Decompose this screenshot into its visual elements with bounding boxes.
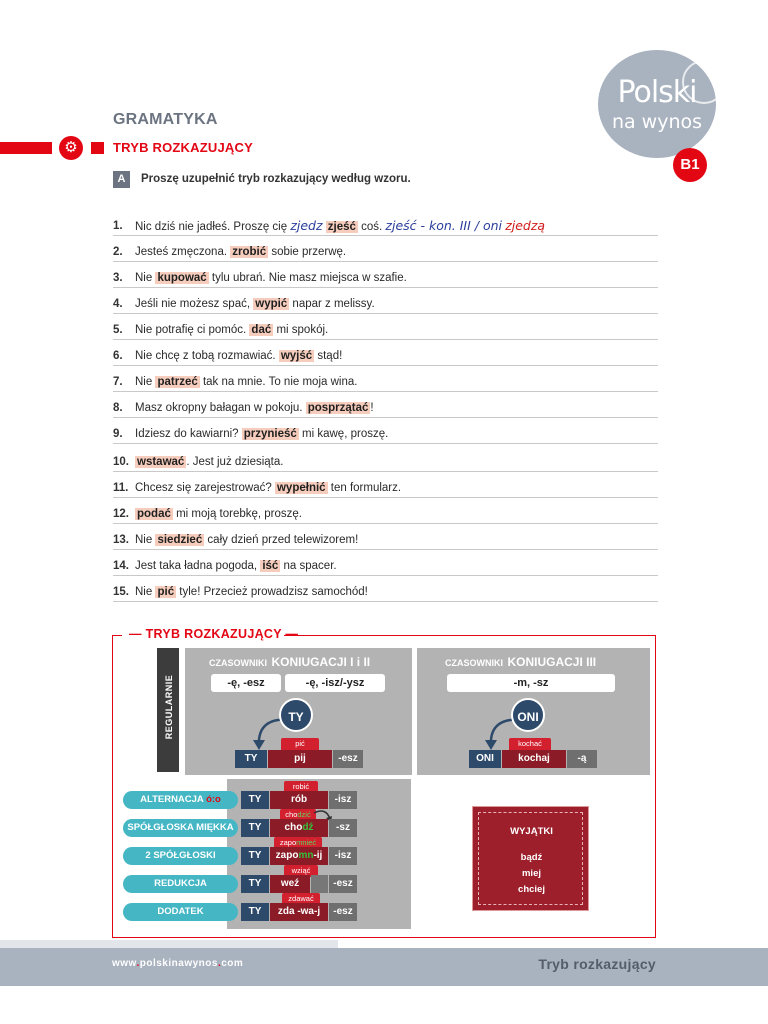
exercise-line — [113, 270, 658, 288]
exercise-line — [113, 374, 658, 392]
exception-item: miej — [521, 868, 541, 879]
exercise-text: tyle! Przecież prowadzisz samochód! — [179, 586, 368, 598]
exercise-number: 11. — [113, 482, 129, 494]
handwritten-answer[interactable]: zjedz — [290, 218, 323, 233]
stem-chip: zapomn-ij — [270, 847, 328, 865]
exercise-text: Chcesz się zarejestrować? — [135, 482, 272, 494]
panel-heading: KONIUGACJI I i II — [271, 655, 371, 669]
ending-chip: -ą — [567, 750, 597, 768]
exercise-text: Nie chcę z tobą rozmawiać. — [135, 350, 276, 362]
rule-label: REDUKCJA — [123, 875, 238, 893]
exercise-number: 10. — [113, 456, 129, 468]
exercise-text: Nie — [135, 376, 153, 388]
infinitive-verb: kupować — [157, 272, 207, 284]
exercise-number: 12. — [113, 508, 129, 520]
logo-subtitle: na wynos — [611, 111, 703, 133]
footer-title: Tryb rozkazujący — [538, 956, 656, 972]
red-accent-bar — [0, 142, 52, 154]
exercise-number: 2. — [113, 246, 123, 258]
infinitive-verb: zrobić — [232, 246, 267, 258]
exercise-number: 4. — [113, 298, 123, 310]
exercise-line — [113, 506, 658, 524]
exercise-line — [113, 322, 658, 340]
exercise-line — [113, 296, 658, 314]
stem-chip: chodź — [270, 819, 328, 837]
exercise-number: 7. — [113, 376, 123, 388]
exercise-text: mi moją torebkę, proszę. — [176, 508, 302, 520]
exercise-line — [113, 558, 658, 576]
exercise-line — [113, 454, 658, 472]
infinitive-verb: zjeść — [327, 221, 356, 233]
section-title: TRYB ROZKAZUJĄCY — [113, 140, 253, 155]
task-instruction: Proszę uzupełnić tryb rozkazujący według wzoru. — [141, 173, 411, 185]
category-heading: GRAMATYKA — [113, 111, 218, 128]
ending-chip: -esz — [329, 875, 357, 893]
exercise-line — [113, 400, 658, 418]
exercise-line — [113, 584, 658, 602]
infinitive-verb: pić — [157, 586, 175, 598]
ending-chip: -isz — [329, 847, 357, 865]
infinitive-verb: iść — [262, 560, 279, 572]
exercise-line — [113, 244, 658, 262]
person-chip: TY — [235, 750, 267, 768]
exceptions-title: WYJĄTKI — [510, 826, 553, 837]
infinitive-verb: wstawać — [137, 456, 185, 468]
exercise-text: ten formularz. — [330, 482, 402, 494]
panel-heading: KONIUGACJI III — [507, 655, 597, 669]
ending-chip: -esz — [333, 750, 363, 768]
person-chip: ONI — [469, 750, 501, 768]
exceptions-box — [472, 806, 589, 911]
ending-pill: -ę, -esz — [211, 674, 281, 692]
exercise-text: Nic dziś nie jadłeś. Proszę cię — [135, 221, 288, 233]
exercise-text: Nie — [135, 272, 153, 284]
ending-pill: -ę, -isz/-ysz — [285, 674, 385, 692]
infinitive-verb: wyjść — [280, 350, 313, 362]
stem-chip: pij — [268, 750, 332, 768]
regularnie-side-label: REGULARNIE — [157, 648, 179, 772]
exercise-text: . Jest już dziesiąta. — [186, 456, 284, 468]
ending-chip: -isz — [329, 791, 357, 809]
oni-badge: ONI — [511, 698, 545, 732]
ending-pill: -m, -sz — [447, 674, 615, 692]
red-square-marker — [91, 142, 104, 154]
exercise-text: mi kawę, proszę. — [302, 428, 389, 440]
exercise-text: Nie — [135, 586, 153, 598]
exercise-line — [113, 426, 658, 444]
exercise-text: cały dzień przed telewizorem! — [207, 534, 359, 546]
infinitive-verb: dać — [251, 324, 272, 336]
exercise-text: Jesteś zmęczona. — [135, 246, 228, 258]
logo-title: Polski — [617, 75, 697, 110]
exercise-text: Nie — [135, 534, 153, 546]
exercise-text: sobie przerwę. — [271, 246, 347, 258]
exercise-text: na spacer. — [283, 560, 337, 572]
infinitive-verb: przynieść — [243, 428, 297, 440]
person-chip: TY — [241, 847, 269, 865]
removed-ending-block — [311, 875, 328, 893]
exercise-text: napar z melissy. — [292, 298, 375, 310]
ending-chip: -sz — [329, 819, 357, 837]
ending-chip: -esz — [329, 903, 357, 921]
exercise-line — [113, 218, 658, 236]
conjugation-3-panel — [417, 648, 650, 775]
website-link[interactable]: www.polskinawynos.com — [112, 958, 244, 969]
stem-chip: zda -wa-j — [270, 903, 328, 921]
stem-chip: weź — [270, 875, 310, 893]
exercise-number: 5. — [113, 324, 123, 336]
stem-chip: kochaj — [502, 750, 566, 768]
infinitive-tag: zdawać — [282, 893, 320, 905]
level-badge: B1 — [673, 148, 707, 182]
infinitive-verb: siedzieć — [157, 534, 203, 546]
exercise-number: 1. — [113, 220, 123, 232]
handwritten-note-red: zjedzą — [505, 218, 546, 233]
exception-item: chciej — [518, 884, 545, 895]
infinitive-tag: wziąć — [284, 865, 318, 877]
exercise-number: 14. — [113, 560, 129, 572]
infinitive-verb: podać — [137, 508, 171, 520]
gear-icon: ⚙ — [59, 136, 83, 160]
exercise-number: 6. — [113, 350, 123, 362]
rule-label: DODATEK — [123, 903, 238, 921]
infinitive-tag: pić — [281, 738, 319, 750]
conjugation-1-2-panel — [185, 648, 412, 775]
exercise-number: 3. — [113, 272, 123, 284]
exercise-line — [113, 532, 658, 550]
infinitive-tag: kochać — [509, 738, 551, 750]
infinitive-verb: patrzeć — [157, 376, 198, 388]
stem-chip: rób — [270, 791, 328, 809]
person-chip: TY — [241, 903, 269, 921]
rule-label: SPÓŁGŁOSKA MIĘKKA — [123, 819, 238, 837]
rule-label: 2 SPÓŁGŁOSKI — [123, 847, 238, 865]
exercise-line — [113, 348, 658, 366]
footer-stripe — [0, 940, 338, 948]
exercise-text: Jeśli nie możesz spać, — [135, 298, 251, 310]
handwritten-note: zjeść - kon. III / oni — [385, 218, 502, 233]
ty-badge: TY — [279, 698, 313, 732]
rule-label: ALTERNACJA ó:o — [123, 791, 238, 809]
exercise-number: 8. — [113, 402, 123, 414]
exercise-text: Idziesz do kawiarni? — [135, 428, 239, 440]
exercise-text: Masz okropny bałagan w pokoju. — [135, 402, 303, 414]
panel-heading-small: CZASOWNIKI — [445, 658, 503, 668]
infinitive-tag: zapomnieć — [274, 837, 322, 849]
exercise-text: coś. — [361, 221, 383, 233]
exercise-number: 15. — [113, 586, 129, 598]
exercise-number: 9. — [113, 428, 123, 440]
infinitive-verb: posprzątać — [307, 402, 369, 414]
exercise-number: 13. — [113, 534, 129, 546]
infinitive-verb: wypić — [255, 298, 288, 310]
infinitive-verb: wypełnić — [276, 482, 326, 494]
grammar-box-title: — TRYB ROZKAZUJĄCY — — [129, 627, 299, 641]
exercise-text: tak na mnie. To nie moja wina. — [202, 376, 358, 388]
exercise-text: mi spokój. — [276, 324, 329, 336]
person-chip: TY — [241, 819, 269, 837]
exercise-text: stąd! — [317, 350, 343, 362]
panel-heading-small: CZASOWNIKI — [209, 658, 267, 668]
infinitive-tag: robić — [284, 781, 318, 793]
person-chip: TY — [241, 875, 269, 893]
exercise-text: Nie potrafię ci pomóc. — [135, 324, 247, 336]
exercise-text: Jest taka ładna pogoda, — [135, 560, 258, 572]
exercise-line — [113, 480, 658, 498]
infinitive-tag: chodzić — [280, 809, 316, 821]
exercise-text: tylu ubrań. Nie masz miejsca w szafie. — [211, 272, 407, 284]
exercise-text: ! — [370, 402, 374, 414]
person-chip: TY — [241, 791, 269, 809]
exception-item: bądź — [520, 852, 543, 863]
task-letter-badge: A — [113, 171, 130, 188]
